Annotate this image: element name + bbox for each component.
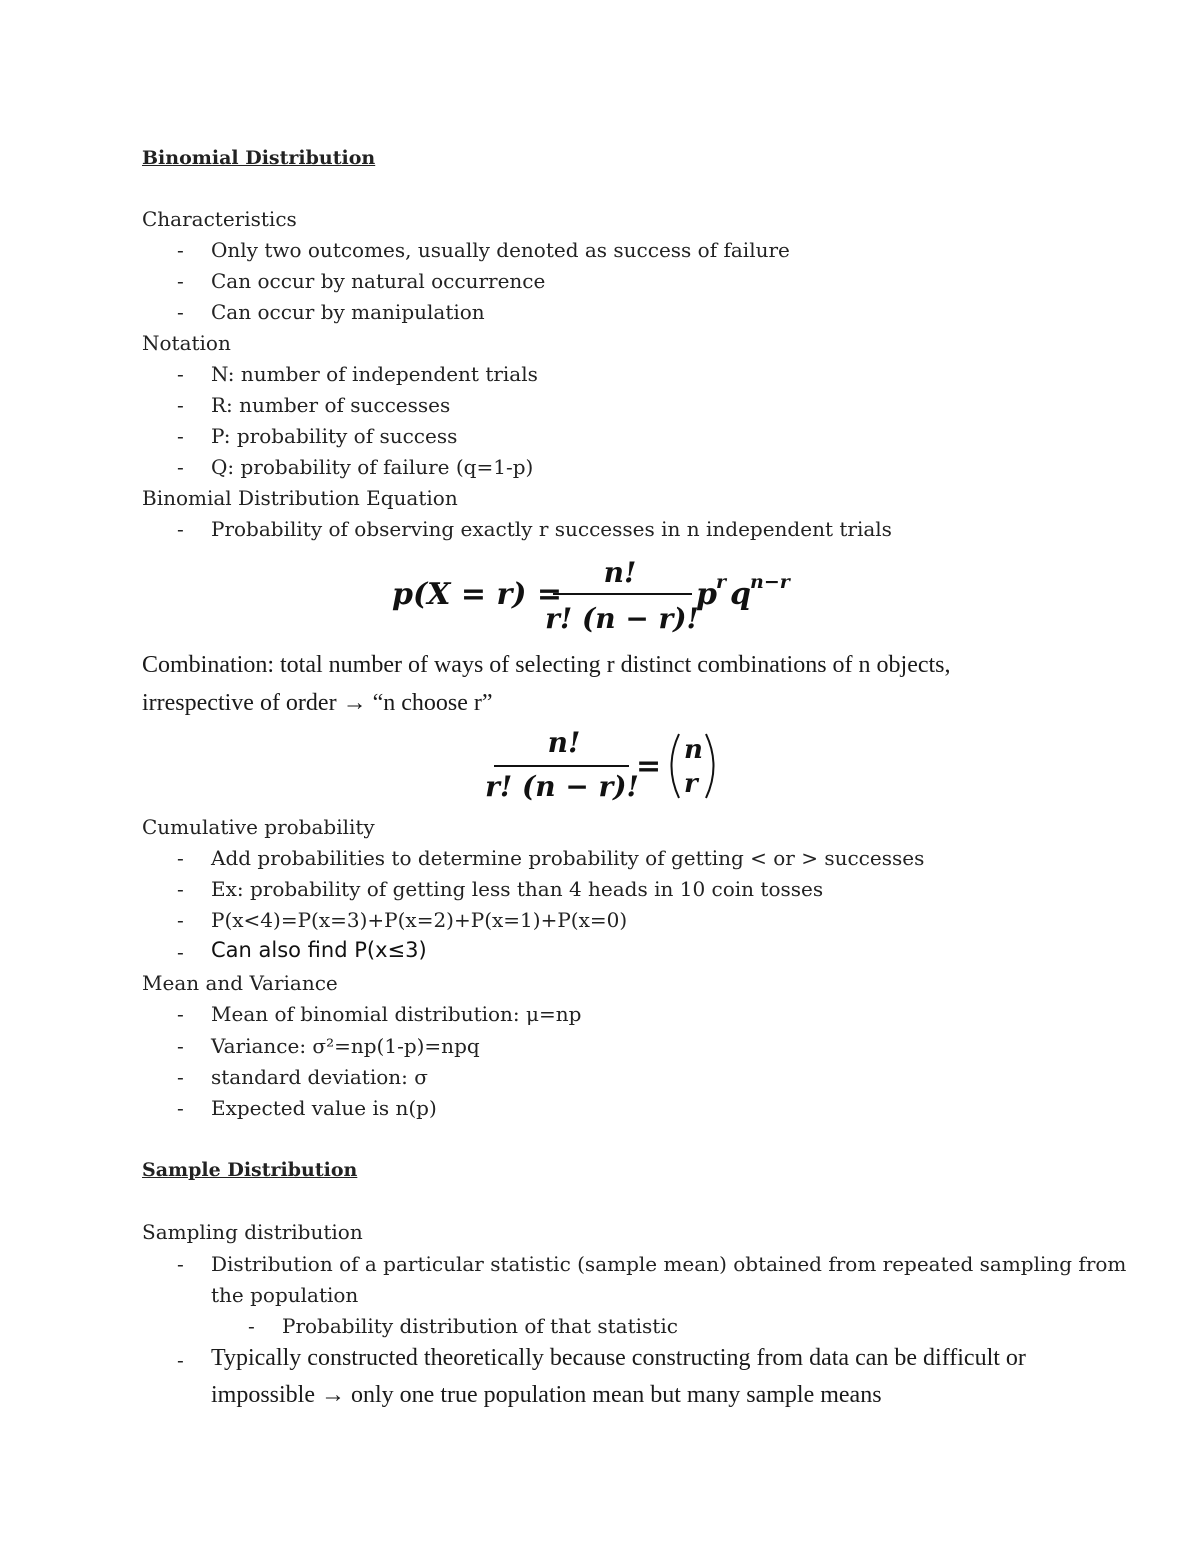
bullet-dash: - bbox=[177, 1096, 184, 1120]
bullet-dash: - bbox=[177, 269, 184, 293]
combination-denominator: r! (n − r)! bbox=[485, 770, 639, 803]
list-item: P(x<4)=P(x=3)+P(x=2)+P(x=1)+P(x=0) bbox=[211, 908, 628, 932]
binomial-coefficient-top: n bbox=[684, 735, 703, 765]
list-item: Probability of observing exactly r successes in n independent trials bbox=[211, 517, 892, 541]
formula-denominator: r! (n − r)! bbox=[545, 602, 699, 635]
formula-numerator: n! bbox=[603, 556, 637, 589]
label-sampling-distribution: Sampling distribution bbox=[142, 1220, 363, 1244]
bullet-dash: - bbox=[177, 1348, 184, 1372]
bullet-dash: - bbox=[248, 1314, 255, 1338]
right-paren bbox=[706, 734, 714, 798]
list-item: Ex: probability of getting less than 4 heads in 10 coin tosses bbox=[211, 877, 824, 901]
list-item: R: number of successes bbox=[211, 393, 451, 417]
list-item-line1: Typically constructed theoretically because constructing from data can be difficult or bbox=[211, 1345, 1026, 1371]
bullet-dash: - bbox=[177, 877, 184, 901]
combination-numerator: n! bbox=[547, 726, 581, 759]
bullet-dash: - bbox=[177, 908, 184, 932]
list-item: standard deviation: σ bbox=[211, 1065, 428, 1089]
bullet-dash: - bbox=[177, 238, 184, 262]
bullet-dash: - bbox=[177, 362, 184, 386]
list-item: Can also find P(x≤3) bbox=[211, 938, 427, 962]
bullet-dash: - bbox=[177, 1034, 184, 1058]
list-item: Q: probability of failure (q=1-p) bbox=[211, 455, 534, 479]
formula-p: p bbox=[696, 577, 717, 612]
bullet-dash: - bbox=[177, 424, 184, 448]
list-item-line2: impossible → only one true population mean but many sample means bbox=[211, 1382, 882, 1408]
list-item: Can occur by manipulation bbox=[211, 300, 485, 324]
left-paren bbox=[672, 734, 680, 798]
bullet-dash: - bbox=[177, 1065, 184, 1089]
label-notation: Notation bbox=[142, 331, 231, 355]
bullet-dash: - bbox=[177, 846, 184, 870]
bullet-dash: - bbox=[177, 393, 184, 417]
bullet-dash: - bbox=[177, 940, 184, 964]
bullet-dash: - bbox=[177, 517, 184, 541]
heading-sample-distribution: Sample Distribution bbox=[142, 1159, 358, 1181]
binomial-coefficient-bottom: r bbox=[684, 769, 698, 799]
label-binomial-equation: Binomial Distribution Equation bbox=[142, 486, 458, 510]
list-item: Add probabilities to determine probability of getting < or > successes bbox=[211, 846, 925, 870]
combination-equals: = bbox=[636, 749, 662, 784]
list-item: N: number of independent trials bbox=[211, 362, 538, 386]
list-item-line2: the population bbox=[211, 1283, 359, 1307]
formula-q-exponent: n−r bbox=[750, 571, 790, 593]
binomial-formula bbox=[390, 548, 810, 638]
heading-binomial-distribution: Binomial Distribution bbox=[142, 147, 376, 169]
bullet-dash: - bbox=[177, 455, 184, 479]
formula-q: q bbox=[730, 577, 751, 612]
list-item-line1: Distribution of a particular statistic (sample mean) obtained from repeated sampling from bbox=[211, 1252, 1127, 1276]
formula-p-exponent: r bbox=[716, 571, 727, 593]
combination-definition-line1: Combination: total number of ways of selecting r distinct combinations of n objects, bbox=[142, 652, 951, 678]
list-item: Variance: σ²=np(1-p)=npq bbox=[211, 1034, 480, 1058]
combination-definition-line2: irrespective of order → “n choose r” bbox=[142, 690, 493, 716]
combination-formula bbox=[484, 722, 724, 808]
list-item: P: probability of success bbox=[211, 424, 458, 448]
list-item: Mean of binomial distribution: μ=np bbox=[211, 1002, 582, 1026]
sub-list-item: Probability distribution of that statistic bbox=[282, 1314, 678, 1338]
bullet-dash: - bbox=[177, 1252, 184, 1276]
list-item: Only two outcomes, usually denoted as success of failure bbox=[211, 238, 790, 262]
formula-lhs: p(X = r) = bbox=[392, 577, 563, 612]
label-cumulative-probability: Cumulative probability bbox=[142, 815, 375, 839]
list-item: Can occur by natural occurrence bbox=[211, 269, 546, 293]
bullet-dash: - bbox=[177, 1002, 184, 1026]
label-characteristics: Characteristics bbox=[142, 207, 297, 231]
label-mean-and-variance: Mean and Variance bbox=[142, 971, 338, 995]
list-item: Expected value is n(p) bbox=[211, 1096, 437, 1120]
bullet-dash: - bbox=[177, 300, 184, 324]
